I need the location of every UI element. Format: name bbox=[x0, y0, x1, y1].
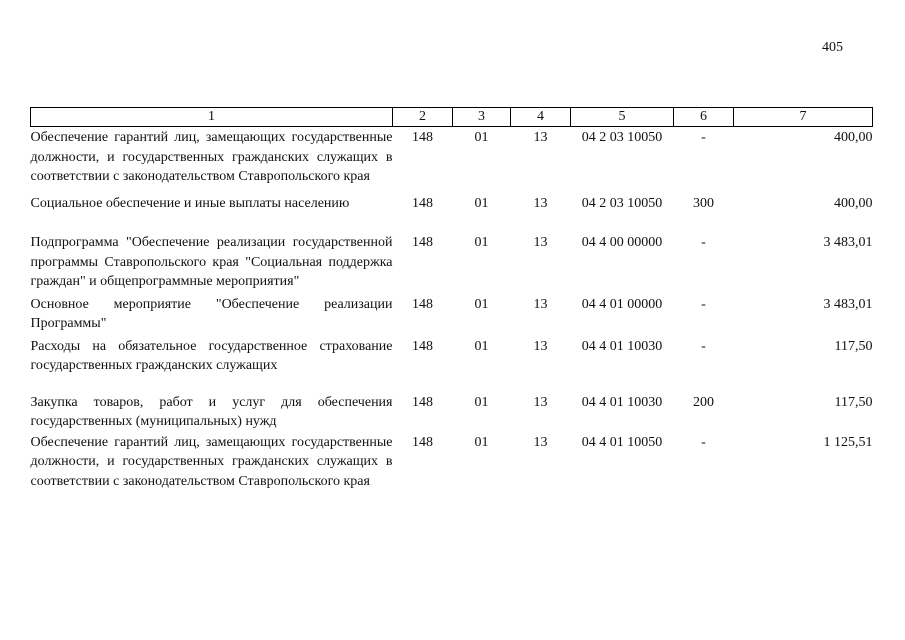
column-header-7: 7 bbox=[734, 108, 873, 127]
row-col-2: 148 bbox=[412, 195, 433, 211]
row-col-2: 148 bbox=[412, 130, 433, 145]
row-description: Расходы на обязательное государственное страхование государственных гражданских служащих bbox=[30, 338, 393, 373]
row-col-3: 01 bbox=[474, 235, 489, 250]
column-header-6: 6 bbox=[674, 108, 734, 127]
row-col-4: 13 bbox=[533, 130, 548, 145]
row-col-5: 04 4 01 10030 bbox=[581, 338, 663, 354]
row-col-6: - bbox=[701, 235, 706, 250]
row-col-6: 200 bbox=[693, 394, 714, 410]
row-col-7: 400,00 bbox=[834, 195, 873, 211]
table-header-row bbox=[31, 108, 873, 127]
row-col-3: 01 bbox=[474, 394, 489, 410]
row-col-5: 04 2 03 10050 bbox=[581, 195, 663, 211]
row-col-4: 13 bbox=[533, 394, 548, 410]
table-row bbox=[31, 376, 873, 432]
row-col-6: - bbox=[701, 434, 706, 450]
row-description: Обеспечение гарантий лиц, замещающих государственные должности, и государственных гражданских служащих в соответствии с законодательством Ставропольского края bbox=[30, 434, 393, 489]
table-row bbox=[31, 187, 873, 214]
table-row bbox=[31, 127, 873, 187]
column-header-1: 1 bbox=[31, 108, 393, 127]
row-col-2: 148 bbox=[412, 434, 433, 450]
table-row bbox=[31, 213, 873, 292]
row-col-3: 01 bbox=[474, 338, 489, 354]
row-col-5: 04 2 03 10050 bbox=[581, 130, 663, 145]
row-col-3: 01 bbox=[474, 130, 489, 145]
row-col-5: 04 4 01 10030 bbox=[581, 394, 663, 410]
row-col-4: 13 bbox=[533, 235, 548, 250]
row-col-5: 04 4 01 10050 bbox=[581, 434, 663, 450]
table-row bbox=[31, 432, 873, 492]
row-col-5: 04 4 00 00000 bbox=[581, 235, 663, 250]
column-header-3: 3 bbox=[453, 108, 511, 127]
row-col-4: 13 bbox=[533, 296, 548, 312]
row-col-6: 300 bbox=[693, 195, 714, 211]
row-col-3: 01 bbox=[474, 195, 489, 211]
row-col-2: 148 bbox=[412, 235, 433, 250]
row-col-3: 01 bbox=[474, 434, 489, 450]
row-col-7: 400,00 bbox=[834, 130, 873, 145]
row-col-2: 148 bbox=[412, 394, 433, 410]
table-row bbox=[31, 292, 873, 334]
row-col-2: 148 bbox=[412, 296, 433, 312]
row-col-4: 13 bbox=[533, 195, 548, 211]
row-col-7: 117,50 bbox=[834, 338, 873, 354]
page-number: 405 bbox=[822, 40, 843, 55]
row-col-7: 3 483,01 bbox=[823, 235, 873, 250]
row-col-2: 148 bbox=[412, 338, 433, 354]
column-header-2: 2 bbox=[393, 108, 453, 127]
row-description: Основное мероприятие "Обеспечение реализации Программы" bbox=[30, 296, 393, 331]
table-row bbox=[31, 334, 873, 376]
row-col-6: - bbox=[701, 130, 706, 145]
column-header-5: 5 bbox=[571, 108, 674, 127]
column-header-4: 4 bbox=[511, 108, 571, 127]
row-description: Социальное обеспечение и иные выплаты населению bbox=[30, 195, 350, 211]
row-col-6: - bbox=[701, 338, 706, 354]
budget-table bbox=[30, 107, 873, 491]
row-col-4: 13 bbox=[533, 434, 548, 450]
row-col-7: 1 125,51 bbox=[823, 434, 873, 450]
row-description: Обеспечение гарантий лиц, замещающих государственные должности, и государственных гражданских служащих в соответствии с законодательством Ставропольского края bbox=[30, 130, 393, 184]
row-col-7: 117,50 bbox=[834, 394, 873, 410]
row-col-7: 3 483,01 bbox=[823, 296, 873, 312]
row-col-5: 04 4 01 00000 bbox=[581, 296, 663, 312]
row-col-4: 13 bbox=[533, 338, 548, 354]
row-col-3: 01 bbox=[474, 296, 489, 312]
row-col-6: - bbox=[701, 296, 706, 312]
row-description: Закупка товаров, работ и услуг для обеспечения государственных (муниципальных) нужд bbox=[30, 394, 393, 429]
row-description: Подпрограмма "Обеспечение реализации государственной программы Ставропольского края "Социальная поддержка граждан" и общепрограммные мероприятия" bbox=[30, 235, 393, 289]
